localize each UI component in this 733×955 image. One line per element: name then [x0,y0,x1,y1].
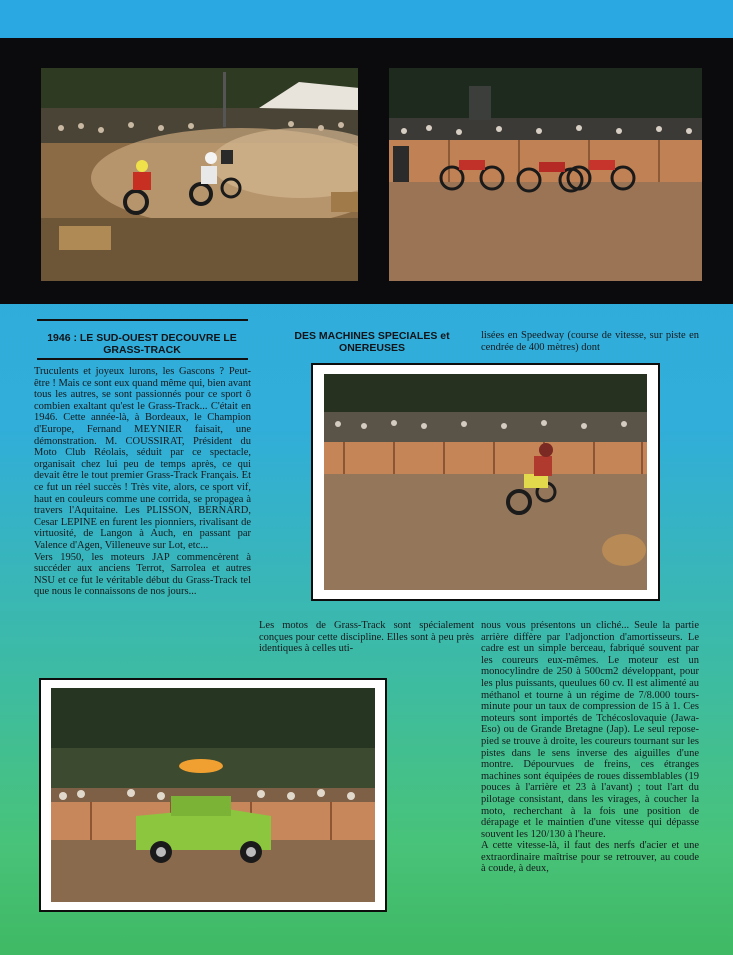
heading-rule-bottom [37,358,248,360]
photo-single-rider [324,374,647,590]
heading-rule-top [37,319,248,321]
section2-heading: DES MACHINES SPECIALES et ONEREUSES [294,330,450,354]
section3-paragraph-1: nous vous présentons un cliché... Seule la partie arrière diffère par l'adjonction d'amortisseurs. Le cadre est un simple berceau, fabriqué souvent par les coureurs eux-mêmes. Le moteur est un monocylindre de 250 à 500cm2 développant, pour les plus puissants, queulues 60 cv. Il est alimenté au méthanol et tourne à un régime de 7/8.000 tours-minute pour un taux de compression de 15 à 1. Ces moteurs sont importés de Tchécoslovaquie (Jawa-Eso) ou de Grande Bretagne (Jap). Le seul repose-pied se trouve à droite, les coureurs tournant sur les pistes dans le sens inverse des aiguilles d'une montre. Dépourvues de freins, ces étranges machines sont équipées de roues dissemblables (19 pouces à l'arrière et 23 à l'avant) ; tout l'art du pilotage consistant, dans les virages, à coucher la moto, recherchant à la fois une position de dérapage et le maintien d'une vitesse qui dépasse souvent les 120/130 à l'heure. [481,620,699,840]
photo-green-car [51,688,375,902]
photo-dust-race [41,68,358,281]
section1-paragraph-1: Truculents et joyeux lurons, les Gascons ? Peut-être ! Mais ce sont eux quand même qui, bien avant tous les autres, se sont passionnés pour ce sport ô combien exaltant qu'est le Grass-Track... C'était en 1946. Cette année-là, à Bordeaux, le Champion d'Europe, Fernand MEYNIER faisait, une démonstration. M. COUSSIRAT, Président du Moto Club Réolais, séduit par ce spectacle, organisait chez lui peu de temps après, ce qui devait être le tout premier Grass-Track Français. Et ce fut un réel succès ! Très vite, alors, ce sport vif, haut en couleurs comme une corrida, se propagea à travers l'Aquitaine. Les PLISSON, BERNARD, Cesar LEPINE en furent les pionniers, rivalisant de virtuosité, de Langon à Auch, en passant par Valence d'Agen, Villeneuve sur Lot, etc... [34,366,251,551]
section1-heading: 1946 : LE SUD-OUEST DECOUVRE LE GRASS-TRACK [47,332,237,356]
section1-paragraph-2: Vers 1950, les moteurs JAP commencèrent à succéder aux anciens Terrot, Sarrolea et autres NSU et ce fut le véritable début du Grass-Track tel que nous le connaissons de nos jours... [34,551,251,598]
section3-intro: lisées en Speedway (course de vitesse, sur piste en cendrée de 400 mètres) dont [481,330,699,353]
photo-speedway-race [389,68,702,281]
section3-paragraph-2: A cette vitesse-là, il faut des nerfs d'acier et une extraordinaire maîtrise pour se retrouver, au coude à coude, à deux, [481,840,699,875]
section3-column [481,620,699,875]
photo-single-rider-frame [313,365,658,599]
top-color-band [0,0,733,38]
photo-green-car-frame [41,680,385,910]
section1-column [34,366,251,598]
section2-text: Les motos de Grass-Track sont spécialement conçues pour cette discipline. Elles sont à peu près identiques à celles uti- [259,620,474,655]
